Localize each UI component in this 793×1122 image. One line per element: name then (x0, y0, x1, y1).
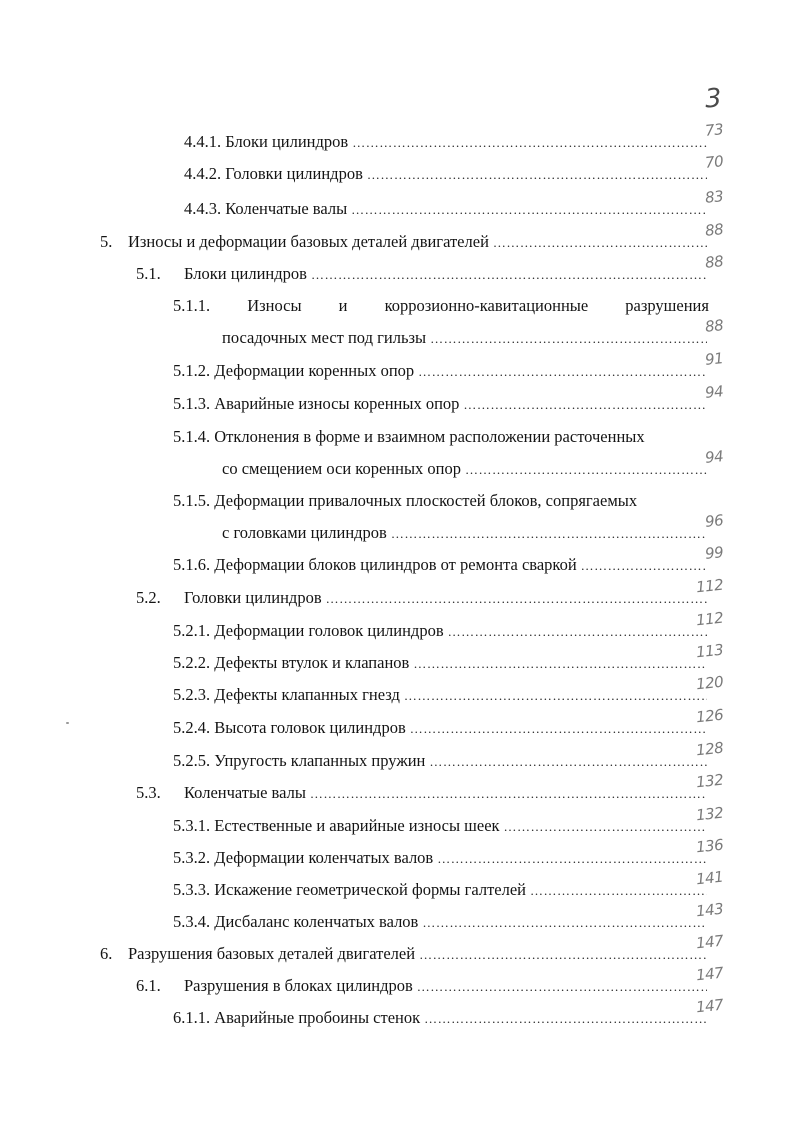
toc-entry (100, 220, 724, 252)
dot-leader (422, 914, 707, 932)
toc-entry (184, 187, 724, 219)
toc-entry (136, 252, 724, 284)
dot-leader (417, 978, 707, 996)
entry-title: Разрушения в блоках цилиндров (184, 976, 413, 995)
handwritten-page-ref: 126 (694, 705, 724, 727)
handwritten-page-ref: 73 (704, 120, 724, 140)
toc-entry (173, 705, 724, 738)
entry-title: Дисбаланс коленчатых валов (214, 912, 419, 931)
toc-entry (184, 120, 724, 152)
toc-entry (173, 835, 724, 868)
entry-title: Коленчатые валы (184, 783, 306, 802)
entry-number: 5.3.1. (173, 816, 211, 835)
handwritten-page-ref: 96 (704, 511, 724, 531)
toc-entry-line1 (173, 423, 709, 447)
handwritten-page-ref: 141 (694, 867, 724, 889)
entry-number: 6.1. (136, 976, 161, 995)
handwritten-page-ref: 91 (704, 349, 724, 369)
toc-entry (136, 963, 724, 996)
handwritten-page-ref: 132 (694, 770, 724, 792)
entry-title: Дефекты клапанных гнезд (214, 685, 400, 704)
handwritten-page-ref: 94 (704, 447, 724, 467)
toc-entry (173, 899, 724, 932)
entry-number: 5.3.3. (173, 880, 211, 899)
entry-title: Блоки цилиндров (184, 264, 307, 283)
entry-number: 5.2.1. (173, 621, 211, 640)
dot-leader (429, 753, 707, 771)
entry-number: 5.1. (136, 264, 161, 283)
dot-leader (352, 134, 707, 152)
scan-speck (66, 722, 69, 724)
entry-title: Деформации головок цилиндров (214, 621, 444, 640)
handwritten-page-ref: 112 (694, 575, 724, 597)
entry-title: Дефекты втулок и клапанов (214, 653, 410, 672)
entry-number: 5.2.4. (173, 718, 211, 737)
entry-title: Естественные и аварийные износы шеек (214, 816, 500, 835)
handwritten-page-ref: 113 (694, 640, 724, 662)
toc-entry-line1 (173, 487, 709, 511)
handwritten-page-ref: 147 (694, 963, 724, 985)
entry-title: Головки цилиндров (225, 164, 363, 183)
entry-title: Искажение геометрической формы галтелей (214, 880, 526, 899)
toc-entry (100, 931, 724, 964)
entry-title-word: и (338, 296, 348, 315)
entry-title: Головки цилиндров (184, 588, 322, 607)
toc-entry (173, 738, 724, 771)
dot-leader (391, 525, 707, 543)
entry-number: 5.1.6. (173, 555, 211, 574)
dot-leader (311, 266, 707, 284)
toc-entry-line1 (173, 292, 709, 316)
dot-leader (465, 461, 707, 479)
toc-entry (173, 543, 724, 575)
entry-number: 6. (100, 944, 113, 963)
dot-leader (310, 785, 707, 803)
handwritten-page-ref: 128 (694, 738, 724, 760)
handwritten-page-ref: 88 (704, 316, 724, 336)
entry-number: 5.2.3. (173, 685, 211, 704)
entry-title: Деформации блоков цилиндров от ремонта сваркой (214, 555, 577, 574)
entry-number: 4.4.3. (184, 199, 222, 218)
handwritten-page-ref: 143 (694, 899, 724, 921)
handwritten-page-ref: 136 (694, 835, 724, 857)
entry-number: 5.1.3. (173, 394, 211, 413)
handwritten-page-ref: 99 (704, 543, 724, 563)
toc-entry (136, 575, 724, 608)
entry-number: 5.2.5. (173, 751, 211, 770)
entry-number: 5.3.4. (173, 912, 211, 931)
entry-title: Износы и деформации базовых деталей двигателей (128, 232, 489, 251)
dot-leader (404, 687, 707, 705)
entry-number: 5.3.2. (173, 848, 211, 867)
entry-title: Коленчатые валы (225, 199, 348, 218)
dot-leader (326, 590, 707, 608)
toc-entry (184, 152, 724, 184)
handwritten-page-ref: 70 (704, 152, 724, 172)
dot-leader (351, 201, 707, 219)
dot-leader (493, 234, 707, 252)
handwritten-page-ref: 132 (694, 803, 724, 825)
toc-entry (173, 672, 724, 705)
entry-title-cont: с головками цилиндров (222, 523, 387, 542)
entry-title-word: Износы (247, 296, 302, 315)
handwritten-page-ref: 112 (694, 608, 724, 630)
dot-leader (410, 720, 707, 738)
dot-leader (448, 623, 707, 641)
handwritten-page-ref: 147 (694, 931, 724, 953)
toc-entry (173, 995, 724, 1028)
entry-title: Аварийные износы коренных опор (214, 394, 460, 413)
entry-title: Деформации привалочных плоскостей блоков, сопрягаемых (214, 491, 638, 510)
handwritten-page-ref: 88 (704, 220, 724, 240)
entry-number: 5.2.2. (173, 653, 211, 672)
toc-entry-cont (222, 316, 724, 348)
toc-entry (173, 640, 724, 673)
handwritten-page-number: 3 (703, 83, 723, 115)
entry-number: 5.1.1. (173, 296, 211, 315)
handwritten-page-ref: 88 (704, 252, 724, 272)
entry-number: 6.1.1. (173, 1008, 211, 1027)
entry-number: 4.4.1. (184, 132, 222, 151)
entry-number: 4.4.2. (184, 164, 222, 183)
dot-leader (463, 396, 707, 414)
toc-entry-cont (222, 511, 724, 543)
dot-leader (418, 363, 707, 381)
handwritten-page-ref: 94 (704, 382, 724, 402)
entry-title-cont: со смещением оси коренных опор (222, 459, 462, 478)
dot-leader (367, 166, 707, 184)
entry-title: Блоки цилиндров (225, 132, 349, 151)
toc-entry (173, 608, 724, 641)
toc-entry (173, 349, 724, 381)
entry-title: Упругость клапанных пружин (214, 751, 426, 770)
toc-entry (136, 770, 724, 803)
entry-number: 5.3. (136, 783, 161, 802)
dot-leader (581, 557, 707, 575)
dot-leader (424, 1010, 707, 1028)
entry-title-cont: посадочных мест под гильзы (222, 328, 427, 347)
handwritten-page-ref: 147 (694, 995, 724, 1017)
entry-title-word: коррозионно-кавитационные (384, 296, 589, 315)
entry-title: Высота головок цилиндров (214, 718, 406, 737)
entry-title: Аварийные пробоины стенок (214, 1008, 421, 1027)
dot-leader (530, 882, 707, 900)
entry-number: 5.1.5. (173, 491, 211, 510)
dot-leader (413, 655, 707, 673)
entry-title: Деформации коренных опор (214, 361, 415, 380)
entry-number: 5.1.2. (173, 361, 211, 380)
toc-entry (173, 803, 724, 836)
dot-leader (430, 330, 707, 348)
handwritten-page-ref: 83 (704, 187, 724, 207)
toc-entry-cont (222, 447, 724, 479)
dot-leader (419, 946, 707, 964)
entry-title: Деформации коленчатых валов (214, 848, 434, 867)
dot-leader (437, 850, 707, 868)
entry-number: 5.2. (136, 588, 161, 607)
entry-title: Разрушения базовых деталей двигателей (128, 944, 416, 963)
entry-number: 5.1.4. (173, 427, 211, 446)
toc-entry (173, 382, 724, 414)
handwritten-page-ref: 120 (694, 672, 724, 694)
dot-leader (504, 818, 707, 836)
entry-number: 5. (100, 232, 113, 251)
toc-entry (173, 867, 724, 900)
entry-title: Отклонения в форме и взаимном расположении расточенных (214, 427, 645, 446)
entry-title-word: разрушения (625, 296, 709, 315)
